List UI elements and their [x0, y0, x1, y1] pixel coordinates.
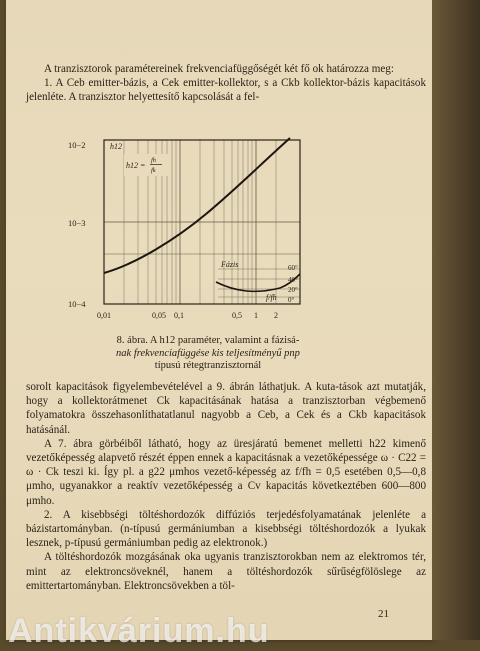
text-block-top [26, 62, 426, 105]
x-tick-0-01: 0,01 [97, 311, 111, 320]
paragraph-carriers: A töltéshordozók mozgásának oka ugyanis tranzisztorokban nem az elektromos tér, mint az elektroncsöveknél, hanem a töltéshordozók sűrűségfölöslege az emittertartományban. Elektroncsövekben a töl- [26, 551, 426, 592]
x-tick-0-05: 0,05 [152, 311, 166, 320]
phase-tick-0: 0° [288, 296, 295, 304]
h12-frequency-plot [66, 134, 306, 334]
page-edge-shadow [432, 0, 480, 640]
x-tick-2: 2 [274, 311, 278, 320]
formula-numerator: fh [151, 157, 157, 164]
phase-tick-40: 40° [288, 276, 298, 284]
book-page [6, 0, 432, 640]
paragraph-figure7: A 7. ábra görbéiből látható, hogy az üresjáratú bemenet melletti h22 kimenő vezetőképesség alapvető részét éppen ennek a kapacitásnak a vezetőképessége ω · C22 = ω · Ck teszi ki. Így pl. a g22 μmhos vezető-képesség az f/fh = 0,5 esetében 0,5—0,8 μmho, ugyanakkor a reaktív vezetőképesség a Cv kapacitás következtében 600—800 μmho. [26, 437, 426, 507]
page-number: 21 [378, 608, 389, 620]
paragraph-research: sorolt kapacitások figyelembevételével a 9. ábrán láthatjuk. A kuta-tások azt mutatják, hogy a kollektorátmenet Ck kapacitásának hatása a tranzisztorban végbemenő folyamatokra összehasonlíthatatlanul nagyobb a Ceb, a Cek és a Ckb kapacitások hatásánál. [26, 381, 426, 436]
paragraph-capacitances: 1. A Ceb emitter-bázis, a Cek emitter-kollektor, s a Ckb kollektor-bázis kapacitások jelenléte. A tranzisztor helyettesítő kapcsolását a fel- [26, 77, 426, 104]
phase-label: Fázis [221, 260, 239, 269]
x-tick-0-5: 0,5 [232, 311, 242, 320]
x-tick-0-1: 0,1 [174, 311, 184, 320]
y-tick-1e-3: 10−3 [68, 218, 86, 228]
x-axis-label: f/fh [266, 293, 277, 302]
paragraph-diffusion: 2. A kisebbségi töltéshordozók diffúziós terjedésfolyamatának jelenléte a bázistartományban. (n-típusú germániumban a kisebbségi töltéshordozók a lyukak lesznek, p-típusú germániumban pedig az elektronok.) [26, 508, 426, 550]
formula-lhs: h12 = [126, 161, 146, 170]
caption-line-2: nak frekvenciafüggése kis teljesítményű pnp [116, 347, 300, 359]
y-axis-label: h12 [110, 142, 122, 151]
phase-tick-20: 20° [288, 286, 298, 294]
watermark: Antikvárium.hu [8, 612, 270, 650]
y-tick-1e-2: 10−2 [68, 140, 86, 150]
caption-line-1: 8. ábra. A h12 paraméter, valamint a fázisá- [116, 335, 300, 346]
y-tick-1e-4: 10−4 [68, 299, 86, 309]
phase-tick-60: 60° [288, 264, 298, 272]
x-tick-1: 1 [254, 311, 258, 320]
figure-caption [88, 335, 328, 373]
paragraph-intro: A tranzisztorok paramétereinek frekvenciafüggőségét két fő ok határozza meg: [44, 63, 394, 75]
formula-denominator: fk [151, 167, 156, 174]
caption-line-3: típusú rétegtranzisztornál [154, 360, 262, 371]
text-block-bottom [26, 380, 426, 593]
